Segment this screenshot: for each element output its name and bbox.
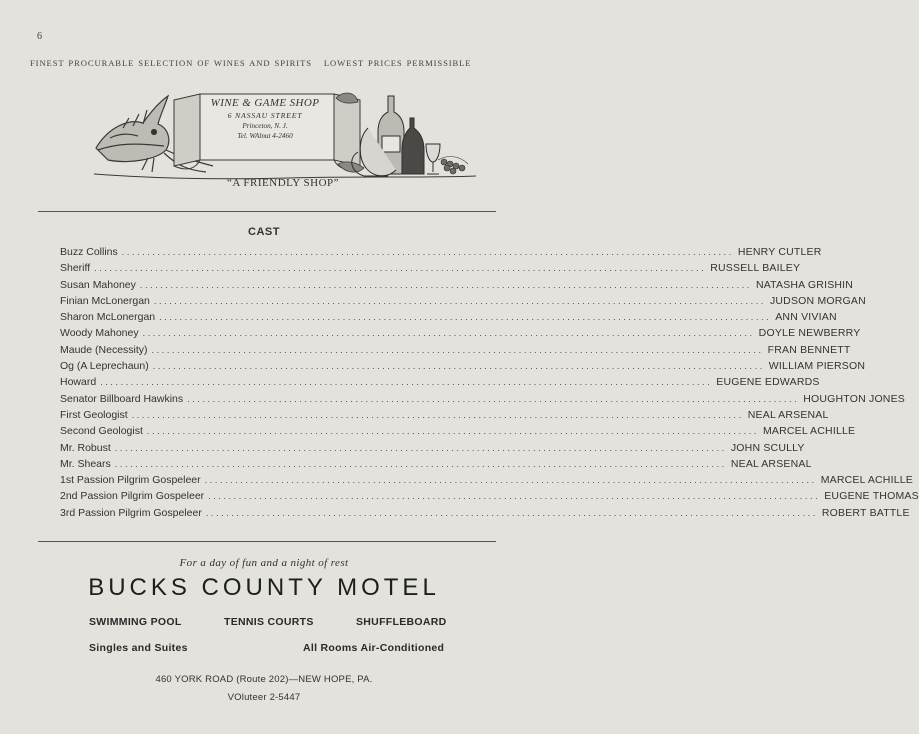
feature-singles-suites: Singles and Suites <box>89 642 188 654</box>
cast-role: Senator Billboard Hawkins <box>60 392 184 405</box>
dot-leader: ........................................................................................................................ <box>205 507 818 518</box>
cast-actor: EUGENE THOMAS <box>824 490 919 503</box>
cast-role: Howard <box>60 376 97 389</box>
cast-role: Woody Mahoney <box>60 327 139 340</box>
cast-actor: ANN VIVIAN <box>775 311 837 324</box>
shop-slogan: “A FRIENDLY SHOP” <box>226 177 340 189</box>
amenity-tennis-courts: TENNIS COURTS <box>224 616 314 628</box>
cast-role: Finian McLonergan <box>60 294 150 307</box>
wine-shop-ad <box>88 88 478 198</box>
grapes-icon <box>438 157 468 174</box>
dot-leader: ........................................................................................................................ <box>131 409 744 420</box>
dot-leader: ........................................................................................................................ <box>121 247 734 257</box>
cast-role: Mr. Robust <box>60 441 111 454</box>
shop-city: Princeton, N. J. <box>242 122 288 130</box>
dot-leader: ........................................................................................................................ <box>151 344 764 355</box>
wine-glass-icon <box>426 144 440 174</box>
dot-leader: ........................................................................................................................ <box>142 328 755 339</box>
page-number: 6 <box>37 31 42 42</box>
cast-actor: ROBERT BATTLE <box>821 506 910 519</box>
dot-leader: ........................................................................................................................ <box>208 491 821 502</box>
shop-phone: Tel. WAlnut 4-2460 <box>237 132 293 140</box>
cast-row <box>60 343 851 360</box>
cast-row <box>60 360 866 376</box>
cast-heading: CAST <box>248 226 280 238</box>
cast-role: Buzz Collins <box>60 246 118 258</box>
cast-row <box>60 392 905 409</box>
dot-leader: ........................................................................................................................ <box>187 393 800 404</box>
amenity-swimming-pool: SWIMMING POOL <box>89 616 182 628</box>
cast-role: Second Geologist <box>60 425 143 438</box>
dot-leader: ........................................................................................................................ <box>100 377 713 388</box>
cast-role: 1st Passion Pilgrim Gospeleer <box>60 474 201 487</box>
cast-role: Og (A Leprechaun) <box>60 360 149 373</box>
shop-name: WINE & GAME SHOP <box>210 97 320 109</box>
dot-leader: ........................................................................................................................ <box>94 263 707 274</box>
cast-role: 2nd Passion Pilgrim Gospeleer <box>60 490 205 503</box>
divider-bottom <box>38 541 496 542</box>
cast-actor: FRAN BENNETT <box>767 343 851 356</box>
cast-row <box>60 408 829 425</box>
cast-row <box>60 474 913 490</box>
cast-row <box>60 262 801 278</box>
header-left-text: FINEST PROCURABLE SELECTION OF WINES AND SPIRITS <box>30 58 312 68</box>
cast-row <box>60 441 805 458</box>
divider-top <box>38 211 496 212</box>
cast-actor: JOHN SCULLY <box>730 441 805 454</box>
cast-actor: DOYLE NEWBERRY <box>758 327 861 340</box>
cast-row <box>60 490 919 506</box>
cast-actor: WILLIAM PIERSON <box>768 360 866 373</box>
cast-actor: HENRY CUTLER <box>737 246 822 258</box>
cast-actor: HOUGHTON JONES <box>803 392 905 405</box>
cast-actor: MARCEL ACHILLE <box>820 474 913 487</box>
cast-actor: EUGENE EDWARDS <box>716 376 820 389</box>
cast-role: 3rd Passion Pilgrim Gospeleer <box>60 506 202 519</box>
dot-leader: ........................................................................................................................ <box>146 426 759 437</box>
shop-street: 6 NASSAU STREET <box>227 111 303 120</box>
header-tagline <box>30 58 498 68</box>
cast-row <box>60 278 854 295</box>
cast-actor: RUSSELL BAILEY <box>710 262 801 275</box>
cast-row <box>60 327 861 343</box>
dot-leader: ........................................................................................................................ <box>114 442 727 453</box>
cast-role: Sharon McLonergan <box>60 311 156 324</box>
cast-row <box>60 311 837 327</box>
dot-leader: ........................................................................................................................ <box>159 312 772 323</box>
cast-actor: NEAL ARSENAL <box>747 408 829 421</box>
cast-actor: NEAL ARSENAL <box>730 457 812 470</box>
cast-role: Susan Mahoney <box>60 278 136 291</box>
amenity-shuffleboard: SHUFFLEBOARD <box>356 616 447 628</box>
cast-role: Sheriff <box>60 262 91 275</box>
shop-sign <box>201 95 329 155</box>
motel-phone: VOluteer 2-5447 <box>227 692 301 703</box>
cast-role: Maude (Necessity) <box>60 343 148 356</box>
cast-actor: JUDSON MORGAN <box>769 294 866 307</box>
cast-row <box>60 294 866 311</box>
cast-actor: MARCEL ACHILLE <box>762 425 856 438</box>
cast-row <box>60 425 856 441</box>
cast-list <box>60 246 919 523</box>
header-right-text: LOWEST PRICES PERMISSIBLE <box>323 58 472 68</box>
cast-row <box>60 457 812 474</box>
dot-leader: ........................................................................................................................ <box>152 361 765 372</box>
wine-bottles-icon <box>352 96 424 176</box>
cast-role: Mr. Shears <box>60 457 111 470</box>
feature-air-conditioned: All Rooms Air-Conditioned <box>303 642 445 654</box>
cast-actor: NATASHA GRISHIN <box>755 278 854 291</box>
motel-address: 460 YORK ROAD (Route 202)—NEW HOPE, PA. <box>155 674 373 685</box>
cast-role: First Geologist <box>60 408 128 421</box>
motel-name: BUCKS COUNTY MOTEL <box>88 574 440 601</box>
cast-row <box>60 376 820 392</box>
dot-leader: ........................................................................................................................ <box>139 279 752 290</box>
dot-leader: ........................................................................................................................ <box>114 458 727 469</box>
cast-row <box>60 246 822 262</box>
dot-leader: ........................................................................................................................ <box>204 475 817 486</box>
dot-leader: ........................................................................................................................ <box>153 295 766 306</box>
cast-row <box>60 506 910 523</box>
motel-tagline: For a day of fun and a night of rest <box>179 557 349 569</box>
